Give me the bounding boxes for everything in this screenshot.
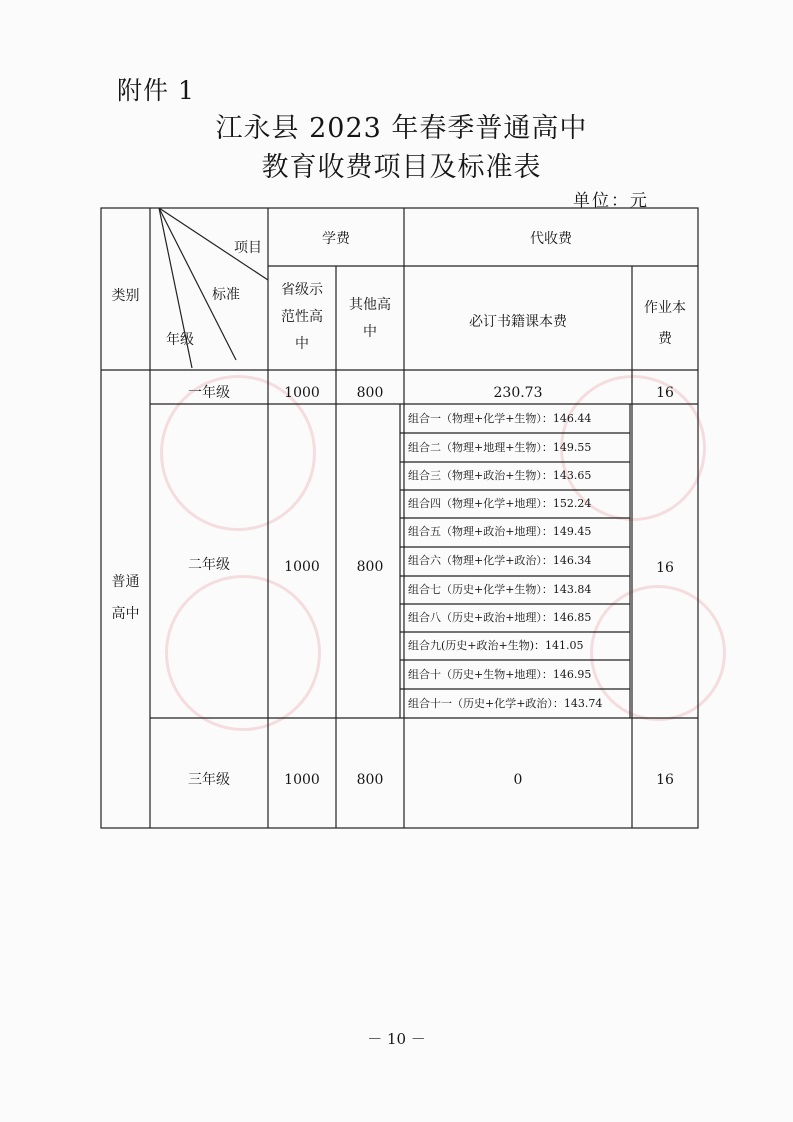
grade2-other: 800 <box>356 559 384 575</box>
header-provincial-line2: 范性高 <box>281 309 323 325</box>
category-line1: 普通 <box>111 574 140 590</box>
grade1-provincial: 1000 <box>284 385 320 401</box>
header-grade: 年级 <box>166 332 194 348</box>
combo-1: 组合一（物理+化学+生物）：146.44 <box>408 412 592 425</box>
page-number: － 10 － <box>367 1030 426 1048</box>
grade1-homework: 16 <box>656 385 674 401</box>
combo-4: 组合四（物理+化学+地理）：152.24 <box>408 497 592 510</box>
header-provincial <box>268 278 336 356</box>
combo-10: 组合十（历史+生物+地理）：146.95 <box>408 668 592 681</box>
header-homework-fee <box>632 296 698 351</box>
grade2-provincial: 1000 <box>284 559 320 575</box>
combo-6: 组合六（物理+化学+政治）：146.34 <box>408 554 592 567</box>
grade3-other: 800 <box>356 772 384 788</box>
combo-2: 组合二（物理+地理+生物）：149.55 <box>408 441 592 454</box>
header-standard: 标准 <box>212 287 240 303</box>
header-books-fee: 必订书籍课本费 <box>469 314 567 330</box>
header-provincial-line3: 中 <box>295 336 309 352</box>
header-other-school <box>336 293 404 344</box>
combo-11: 组合十一（历史+化学+政治）：143.74 <box>408 697 603 710</box>
unit-label: 单位：元 <box>573 191 649 211</box>
combo-5: 组合五（物理+政治+地理）：149.45 <box>408 525 592 538</box>
grade3-name: 三年级 <box>188 772 230 788</box>
header-homework-line2: 费 <box>658 331 672 347</box>
document-title-line2: 教育收费项目及标准表 <box>261 152 542 183</box>
grade2-name: 二年级 <box>188 557 230 573</box>
combo-7: 组合七（历史+化学+生物）：143.84 <box>408 583 592 596</box>
combo-8: 组合八（历史+政治+地理）：146.85 <box>408 611 592 624</box>
combo-9: 组合九(历史+政治+生物)：141.05 <box>408 639 584 652</box>
category-line2: 高中 <box>111 606 140 622</box>
category-cell <box>101 570 150 626</box>
grade3-homework: 16 <box>656 772 674 788</box>
grade3-provincial: 1000 <box>284 772 320 788</box>
header-provincial-line1: 省级示 <box>281 282 323 298</box>
header-item: 项目 <box>234 240 262 256</box>
document-title-line1: 江永县 2023 年春季普通高中 <box>215 113 588 144</box>
grade1-name: 一年级 <box>188 385 230 401</box>
grade2-homework: 16 <box>656 560 674 576</box>
attachment-label: 附件 1 <box>117 76 195 105</box>
header-homework-line1: 作业本 <box>644 300 686 316</box>
header-other-line1: 其他高 <box>349 297 391 313</box>
header-tuition: 学费 <box>322 231 350 247</box>
header-category: 类别 <box>111 288 140 304</box>
grade3-books: 0 <box>513 772 523 788</box>
header-agency-fee: 代收费 <box>530 231 572 247</box>
grade1-books: 230.73 <box>493 385 543 401</box>
header-other-line2: 中 <box>363 324 377 340</box>
combo-3: 组合三（物理+政治+生物）：143.65 <box>408 469 592 482</box>
grade1-other: 800 <box>356 385 384 401</box>
